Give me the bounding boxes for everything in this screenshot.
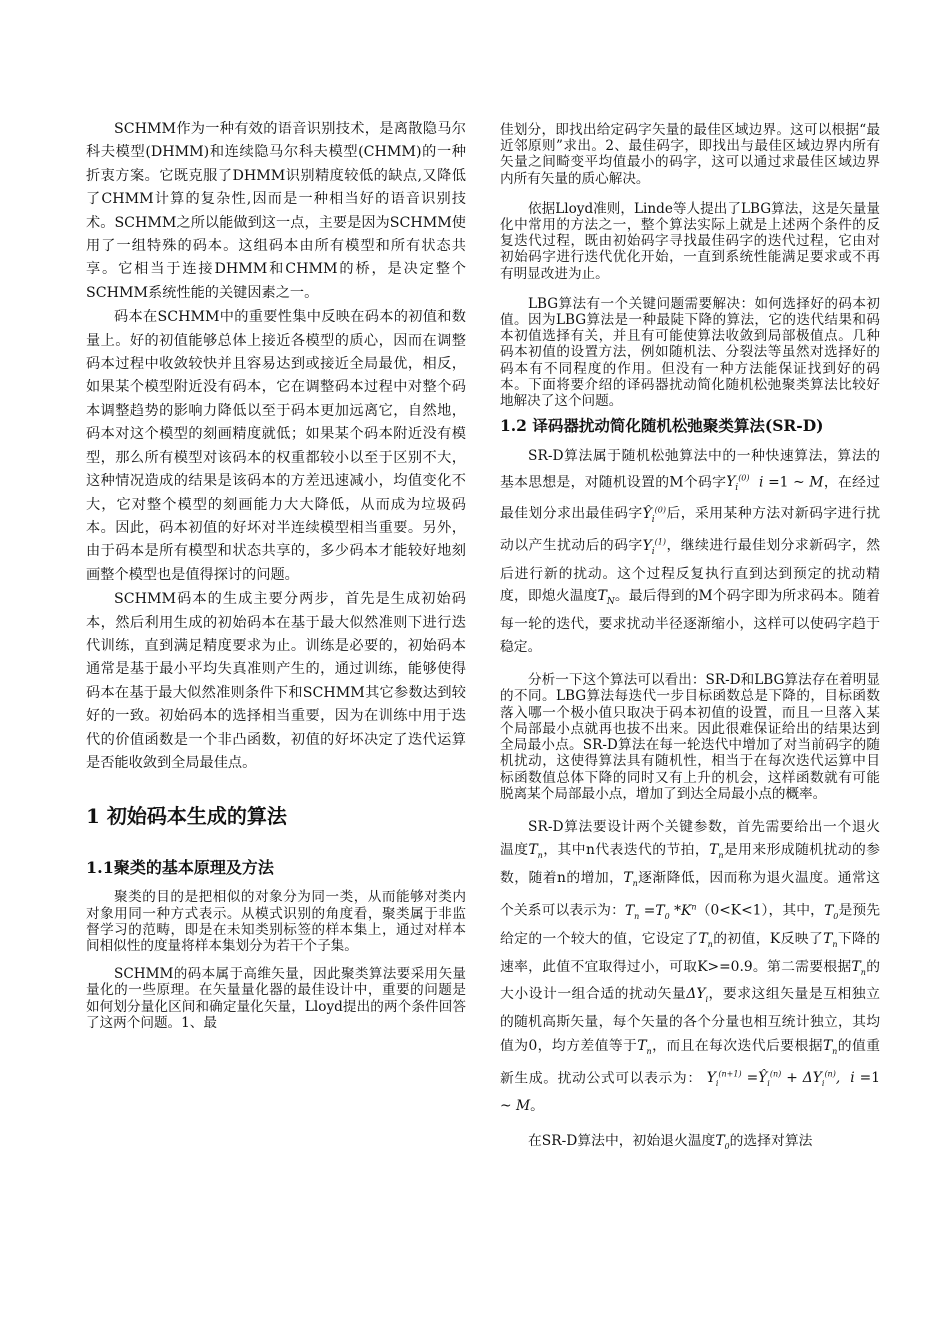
formula-i-range: i =1 ~ M [758,474,824,491]
formula-tn: $T_n$ [637,1037,652,1056]
paragraph-vector-quantization: SCHMM的码本属于高维矢量，因此聚类算法要采用矢量量化的一些原理。在矢量量化器的最佳设计中，重要的问题是如何划分量化区间和确定量化矢量，Lloyd提出的两个条件回答了这两个问题。1、最 [86,966,466,1031]
text-run: ，继续进行最佳划分求新码字，然后进行新的扰动。这个过程反复执行直到达到预定的扰动精度，即熄火温度 [500,537,881,605]
formula-tn: $T_n$ [623,870,638,888]
formula-t0: $T_0$ [824,902,839,921]
text-run: 在SR-D算法中，初始退火温度 [528,1133,716,1150]
subsection-heading-1-1: 1.1聚类的基本原理及方法 [86,858,274,878]
text-run: ，其中n代表迭代的节拍， [542,842,710,859]
text-run: SR-D算法属于随机松弛算法中的一种快速算法，算法的基本思想是，对随机设置的M个码字 [500,448,880,491]
formula-yhat0: $Ŷ_i^{(0)}$ [642,505,667,525]
text-run: 的大小设计一组合适的扰动矢量 [500,958,880,1003]
paragraph-lbg-problem: LBG算法有一个关键问题需要解决：如何选择好的码本初值。因为LBG算法是一种最陡下降的算法，它的迭代结果和码本初值选择有关，并且有可能使算法收敛到局部极值点。几种码本初值的设置方法，例如随机法、分裂法等虽然对选择好的码本有不同程度的作用。但没有一种方法能保证找到好的码本。下面将要介绍的译码器扰动简化随机松弛聚类算法比较好地解决了这个问题。 [500,295,880,410]
formula-yi1: $Y_i^{(1)}$ [642,537,667,557]
paragraph-srd-vs-lbg: 分析一下这个算法可以看出：SR-D和LBG算法存在着明显的不同。LBG算法每迭代一步目标函数总是下降的，目标函数落入哪一个极小值只取决于码本初值的设置，而且一旦落入某个局部最小点就再也拔不出来。因此很难保证给出的结果达到全局最小点。SR-D算法在每一轮迭代中增加了对当前码字的随机扰动，这使得算法具有随机性，相当于在每次迭代运算中目标函数值总体下降的同时又有上升的机会，这样函数就有可能脱离某个局部最小点，增加了到达全局最小点的概率。 [500,672,880,802]
formula-tn: $T_N$ [597,588,615,608]
paragraph-schmm-intro: SCHMM作为一种有效的语音识别技术，是离散隐马尔科夫模型(DHMM)和连续隐马尔科夫模型(CHMM)的一种折衷方案。它既克服了DHMM识别精度较低的缺点,又降低了CHMM计算的复杂性,因而是一种相当好的语音识别技术。SCHMM之所以能做到这一点，主要是因为SCHMM使用了一组特殊的码本。这组码本由所有模型和所有状态共享。它相当于连接DHMM和CHMM的桥，是决定整个SCHMM系统性能的关键因素之一。 [86,121,466,301]
formula-tn: $T_n$ [823,930,838,949]
text-run: 是预先给定的一个较大的值，它设定了 [500,902,881,947]
formula-tn-small: $T_n$ [528,842,543,860]
left-column [86,118,466,1031]
text-run: 的选择对算法 [729,1133,813,1150]
formula-yi0: $Y_i^{(0)}$ [726,473,750,493]
paragraph-initial-temperature [500,1130,880,1158]
right-column [500,122,880,1158]
formula-tn: $T_n$ [698,930,713,949]
formula-tn-equals-t0-kn: $T_n =T_0$ $*K^n$ [624,902,697,921]
formula-t0: $T_0$ [715,1133,730,1152]
formula-delta-yi: $\Delta Y_i$ [686,986,708,1005]
text-run: SR-D算法要设计两个关键参数，首先需要给出一个退火温度 [500,818,880,859]
section-heading-1: 1 初始码本生成的算法 [86,804,287,829]
formula-tn: $T_n$ [851,958,866,977]
subsection-heading-1-2: 1.2 译码器扰动简化随机松弛聚类算法(SR-D) [500,416,824,436]
text-run: 后，采用某种方法对新码字进行扰动以产生扰动后的码字 [500,506,881,554]
paragraph-codebook-importance: 码本在SCHMM中的重要性集中反映在码本的初值和数量上。好的初值能够总体上接近各模型的质心，因而在调整码本过程中收敛较快并且容易达到或接近全局最优，相反，如果某个模型附近没有码本，它在调整码本过程中对整个码本调整趋势的影响力降低以至于码本更加远离它，自然地，码本对这个模型的刻画精度就低；如果某个码本附近没有模型，那么所有模型对该码本的权重都较小以至于区别不大，这种情况造成的结果是该码本的方差迅速减小，均值变化不大，它对整个模型的刻画能力大大降低，从而成为垃圾码本。因此，码本初值的好坏对半连续模型相当重要。另外，由于码本是所有模型和状态共享的，多少码本才能较好地刻画整个模型也是值得探讨的问题。 [86,309,466,583]
text-run: 逐渐降低，因而称为退火温度。通常这个关系可以表示为： [500,870,880,919]
formula-tn: $T_n$ [822,1037,838,1056]
text-run: 是用来形成随机扰动的参数，随着n的增加， [500,842,881,887]
text-run: 的初值，K反映了 [712,930,824,947]
paragraph-clustering-principle: 聚类的目的是把相似的对象分为同一类，从而能够对类内对象用同一种方式表示。从模式识别的角度看，聚类属于非监督学习的范畴，即是在未知类别标签的样本集上，通过对样本间相似性的度量将样本集划分为若干个子集。 [86,889,466,954]
text-run: ，要求这组矢量是互相独立的随机高斯矢量，每个矢量的各个分量也相互统计独立，其均值为0，均方差值等于 [500,986,881,1054]
text-run: 。 [530,1098,544,1115]
formula-perturbation: $Y_i^{(n+1)}$ $=Ŷ_i^{(n)} + \Delta Y_i^{(n)}$, i =1 ~ M [500,1069,880,1115]
paragraph-srd-idea [500,445,880,658]
text-run: （0<K<1），其中， [696,902,825,919]
paragraph-lbg-algorithm: 依据Lloyd准则，Linde等人提出了LBG算法，这是矢量量化中常用的方法之一，整个算法实际上就是上述两个条件的反复迭代过程，既由初始码字寻找最佳码字的迭代过程，它由对初始码字进行迭代优化开始，一直到系统性能满足要求或不再有明显改进为止。 [500,200,880,282]
text-run: 。最后得到的M个码字即为所求码本。随着每一轮的迭代，要求扰动半径逐渐缩小，这样可以使码字趋于稳定。 [500,588,880,655]
paragraph-srd-parameters [500,816,880,1118]
text-run: ，而且在每次迭代后要根据 [651,1037,823,1054]
text-run: 下降的速率，此值不宜取得过小，可取K>=0.9。第二需要根据 [500,930,881,975]
paragraph-codebook-generation: SCHMM码本的生成主要分两步，首先是生成初始码本，然后利用生成的初始码本在基于最大似然准则下进行迭代训练，直到满足精度要求为止。训练是必要的，初始码本通常是基于最小平均失真准则产生的，通过训练，能够使得码本在基于最大似然准则条件下和SCHMM其它参数达到较好的一致。初始码本的选择相当重要，因为在训练中用于迭代的价值函数是一个非凸函数，初值的好坏决定了迭代运算是否能收敛到全局最佳点。 [86,591,466,771]
text-run: ，在经过最佳划分求出最佳码字 [500,474,880,522]
text-run: 的值重新生成。扰动公式可以表示为： [500,1037,880,1087]
paragraph-lloyd-conditions: 佳划分，即找出给定码字矢量的最佳区域边界。这可以根据“最近邻原则”求出。2、最佳码字，即找出与最佳区域边界内所有矢量之间畸变平均值最小的码字，这可以通过求最佳区域边界内所有矢量的质心解决。 [500,122,880,187]
formula-tn: $T_n$ [709,842,724,860]
